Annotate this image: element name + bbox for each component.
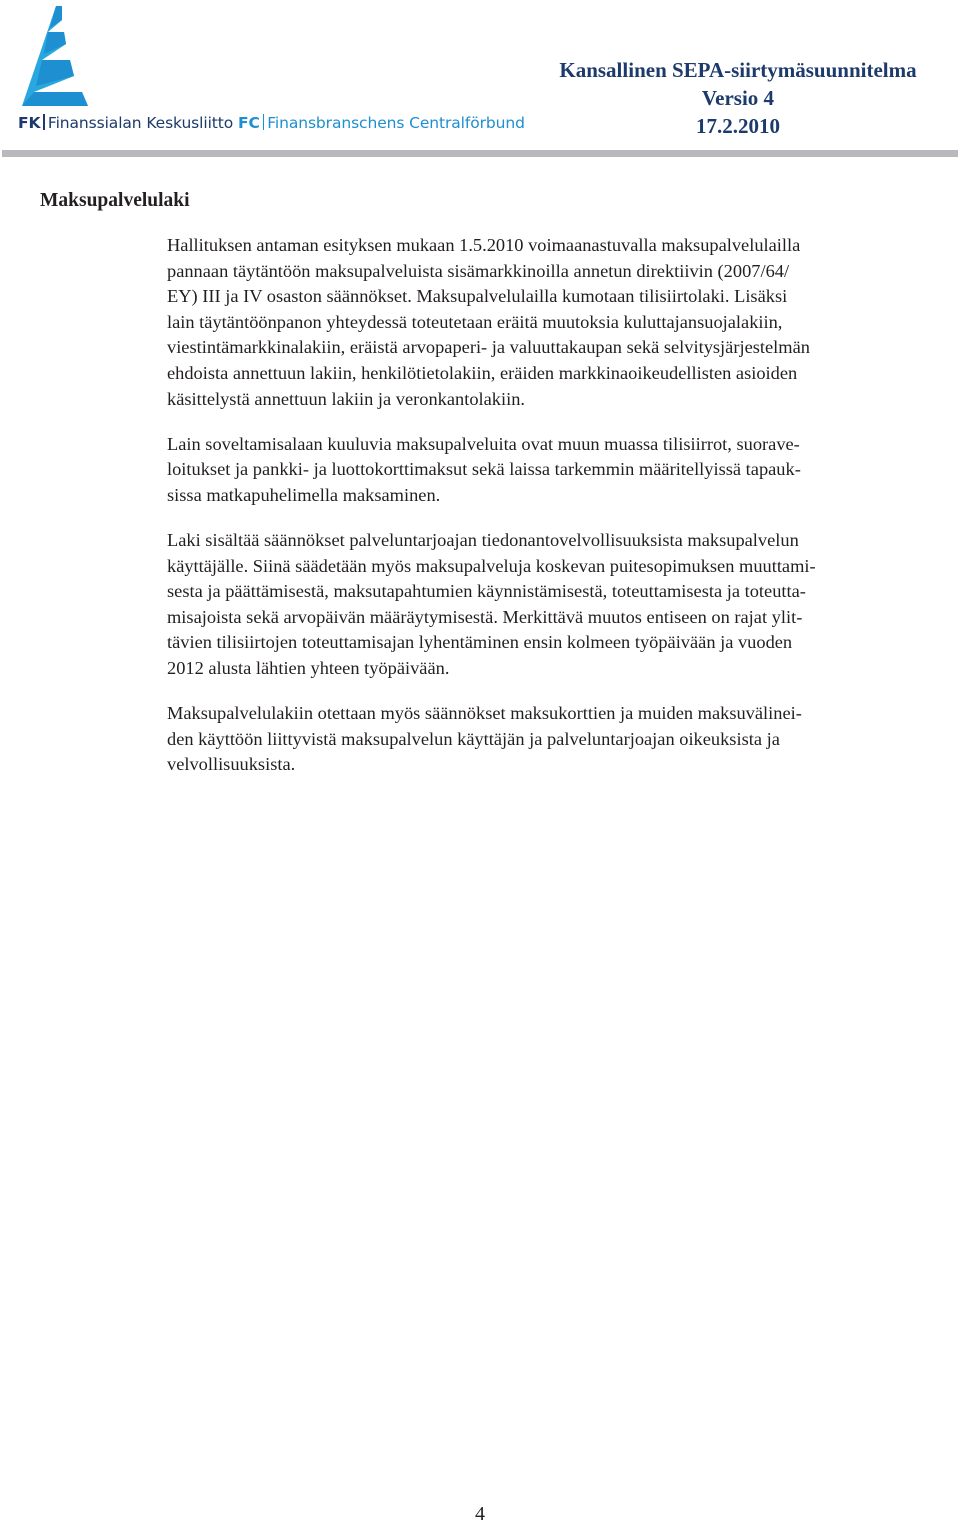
text-line: pannaan täytäntöön maksupalveluista sisämarkkinoilla annetun direktiivin (2007/64/: [167, 260, 790, 281]
page-number: 4: [475, 1503, 485, 1525]
document-version: Versio 4: [701, 86, 775, 110]
text-line: Laki sisältää säännökset palveluntarjoajan tiedonantovelvollisuuksista maksupalvelun: [167, 529, 799, 550]
text-line: den käyttöön liittyvistä maksupalvelun käyttäjän ja palveluntarjoajan oikeuksista ja: [167, 728, 780, 749]
document-title: Kansallinen SEPA-siirtymäsuunnitelma: [559, 58, 917, 82]
text-line: EY) III ja IV osaston säännökset. Maksupalvelulailla kumotaan tilisiirtolaki. Lisäksi: [167, 286, 788, 307]
page-header: [0, 0, 960, 160]
section-heading: Maksupalvelulaki: [40, 190, 190, 211]
header-divider: [2, 150, 958, 157]
paragraph: [167, 233, 927, 412]
text-line: loitukset ja pankki- ja luottokorttimaksut sekä laissa tarkemmin määritellyissä tapauk-: [167, 459, 801, 480]
text-line: lain täytäntöönpanon yhteydessä toteutetaan eräitä muutoksia kuluttajansuojalakiin,: [167, 311, 783, 332]
text-line: Hallituksen antaman esityksen mukaan 1.5.2010 voimaanastuvalla maksupalvelulailla: [167, 235, 801, 255]
org-fc-name: Finansbranschens Centralförbund: [267, 114, 525, 132]
text-line: viestintämarkkinalakiin, eräistä arvopaperi- ja valuuttakaupan sekä selvitysjärjestelmän: [167, 337, 810, 358]
text-line: sesta ja päättämisestä, maksutapahtumien käynnistämisestä, toteuttamisesta ja toteutta-: [167, 581, 806, 602]
paragraph: [167, 701, 927, 778]
text-line: Maksupalvelulakiin otettaan myös säännökset maksukorttien ja muiden maksuvälinei-: [167, 703, 802, 723]
organization-name-line: [18, 114, 525, 132]
text-line: velvollisuuksista.: [167, 754, 296, 775]
org-fc-abbreviation: FC: [237, 114, 260, 132]
document-date: 17.2.2010: [696, 114, 780, 138]
text-line: Lain soveltamisalaan kuuluvia maksupalveluita ovat muun muassa tilisiirrot, suorave-: [167, 433, 800, 454]
document-title-block: [528, 56, 948, 140]
org-separator: [43, 114, 45, 130]
org-fk-name: Finanssialan Keskusliitto: [47, 114, 234, 132]
text-line: tävien tilisiirtojen toteuttamisajan lyhentäminen ensin kolmeen työpäivään ja vuoden: [167, 632, 793, 653]
body-text: [167, 233, 927, 797]
text-line: ehdoista annettuun lakiin, henkilötietolakiin, eräiden markkinaoikeudellisten asioiden: [167, 362, 798, 383]
text-line: käsittelystä annettuun lakiin ja veronkantolakiin.: [167, 388, 526, 409]
org-separator: [263, 114, 265, 130]
text-line: sissa matkapuhelimella maksaminen.: [167, 484, 441, 505]
org-fk-abbreviation: FK: [18, 114, 41, 132]
paragraph: [167, 528, 927, 682]
text-line: käyttäjälle. Siinä säädetään myös maksupalveluja koskevan puitesopimuksen muuttami-: [167, 555, 816, 576]
text-line: misajoista sekä arvopäivän määräytymisestä. Merkittävä muutos entiseen on rajat ylit-: [167, 606, 803, 627]
stepped-pyramid-logo-icon: [18, 6, 94, 108]
text-line: 2012 alusta lähtien yhteen työpäivään.: [167, 657, 450, 678]
paragraph: [167, 432, 927, 509]
